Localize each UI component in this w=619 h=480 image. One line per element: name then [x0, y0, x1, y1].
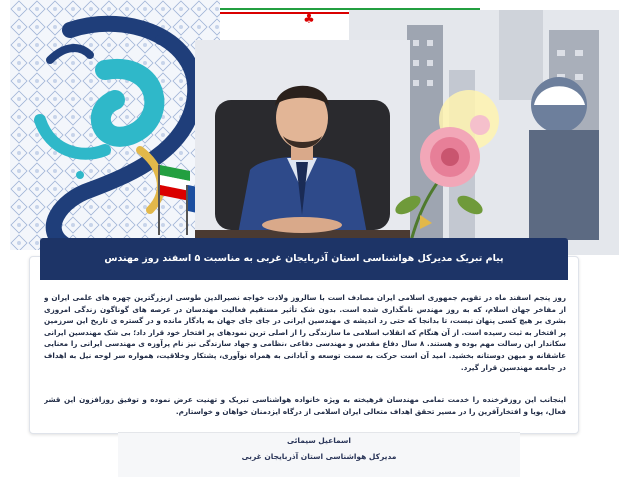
iran-emblem-icon: ♣	[303, 12, 315, 27]
official-portrait	[195, 40, 410, 250]
signatory-name: اسماعیل سیمائی	[287, 436, 351, 445]
message-paragraph-1: روز پنجم اسفند ماه در تقویم جمهوری اسلامی ایران مصادف است با سالروز ولادت خواجه نصیرالدین طوسی ازبزرگترین چهره های علمی ایران و از مفاخر جهان اسلام، که به روز مهندس نامگذاری شده است. بدون شک تأثیر مستقیم فعالیت مهندسان در عرصه های گوناگون زندگی امروزی بشری بر هیچ کسی پنهان نیست، تا بدانجا که حتی رد اندیشه ی مهندسین ایرانی در جای جای جهان به یادگار مانده و در گستره ی تاریخ این سرزمین پر افتخار به ثبت رسیده است. از آن هنگام که انقلاب اسلامی ما سازندگی را از اصلی ترین نمودهای پر افتخار خود قرار داد؛ بی شک مهندسین ایرانی سکاندار این رسالت مهم بوده و هستند. ۸ سال دفاع مقدس و مهندسی دفاعی ،نظامی و جهاد سازندگی نیز نام پرآوزه ی مهندسی ایرانی را معنایی عاشقانه و میهن دوستانه بخشید. امید آن است حرکت به سمت توسعه و آبادانی به همراه نوآوری، پشتکار وخلاقیت، همواره سر لوحه نیل به اهداف در جامعه مهندسین قرار گیرد.	[44, 293, 566, 372]
message-title: پیام تبریک مدیرکل هواشناسی استان آذربایجان غربی به مناسبت ۵ اسفند روز مهندس	[104, 253, 504, 264]
signatory-title: مدیرکل هواشناسی استان آذربایجان غربی	[241, 452, 397, 461]
flower-decoration	[380, 95, 500, 245]
message-paragraph-2: اینجانب این روزفرخنده را خدمت تمامی مهندسان فرهیخته به ویژه خانواده هواشناسی تبریک و تهنیت عرض نموده و توفیق روزافزون این قشر فعال، پویا و افتخارآفرین را در مسیر تحقق اهداف متعالی ایران اسلامی از درگاه ایزدمنان خواهان و خواستارم.	[44, 395, 566, 416]
